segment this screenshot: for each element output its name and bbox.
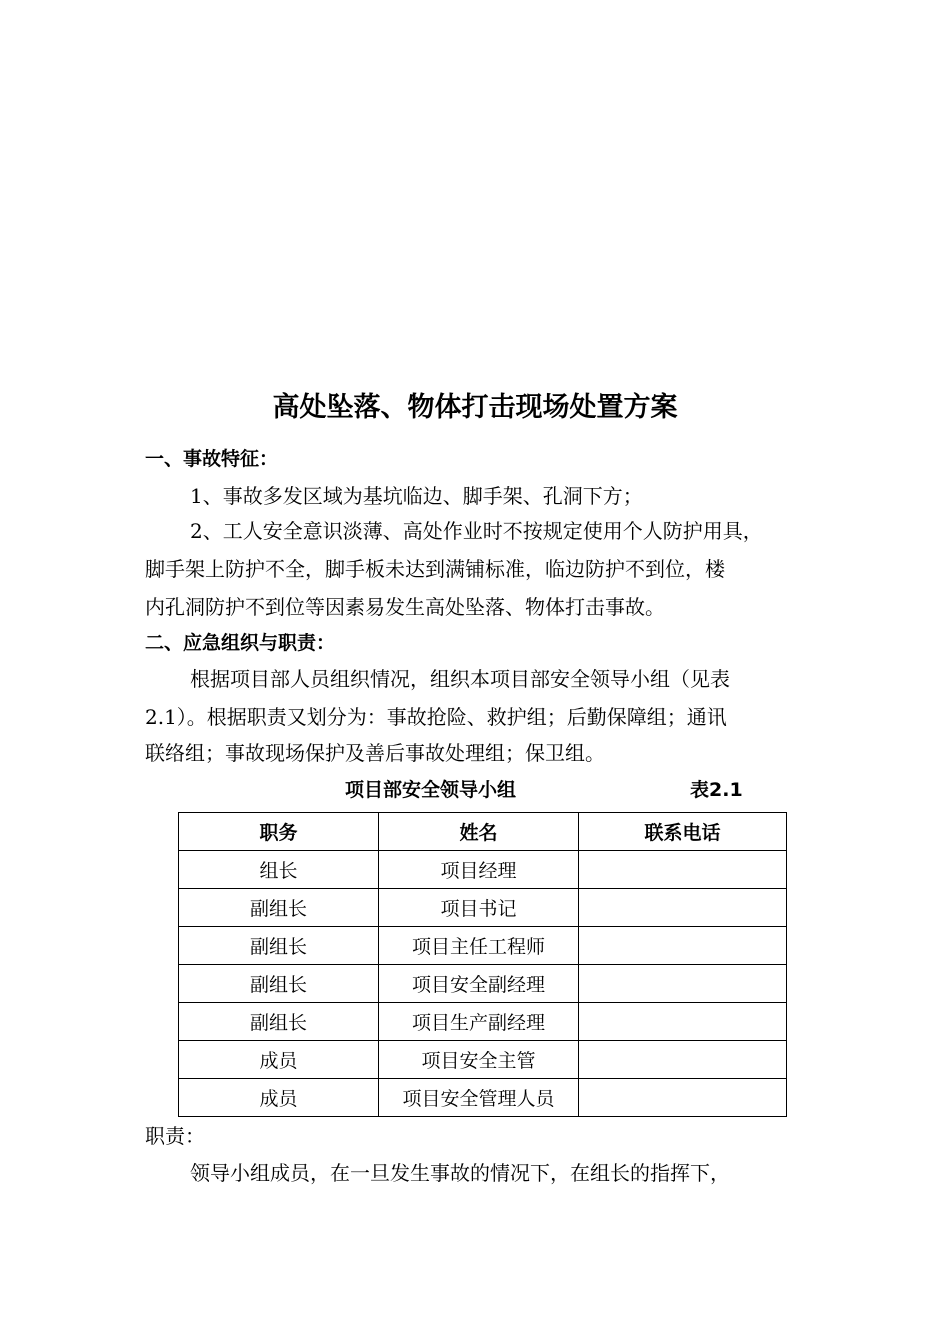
table-row <box>179 1003 787 1041</box>
column-header-position: 职务 <box>179 813 379 851</box>
leadership-table <box>178 812 787 1117</box>
column-header-name: 姓名 <box>379 813 579 851</box>
table-header-row <box>179 813 787 851</box>
paragraph-line: 联络组；事故现场保护及善后事故处理组；保卫组。 <box>145 741 605 765</box>
table-cell: 成员 <box>179 1041 379 1079</box>
table-row <box>179 851 787 889</box>
table-cell: 项目书记 <box>379 889 579 927</box>
section-heading-emergency-organization: 二、应急组织与职责： <box>145 632 336 654</box>
table-row <box>179 965 787 1003</box>
table-row <box>179 889 787 927</box>
table-cell: 副组长 <box>179 965 379 1003</box>
table-cell: 成员 <box>179 1079 379 1117</box>
table-cell <box>579 1041 787 1079</box>
table-cell: 组长 <box>179 851 379 889</box>
paragraph-line: 脚手架上防护不全，脚手板未达到满铺标准，临边防护不到位，楼 <box>145 557 725 581</box>
table-cell: 项目安全主管 <box>379 1041 579 1079</box>
section-heading-accident-features: 一、事故特征： <box>145 448 279 470</box>
table-caption: 项目部安全领导小组 <box>345 779 517 801</box>
paragraph-line: 1、事故多发区域为基坑临边、脚手架、孔洞下方； <box>190 484 643 508</box>
paragraph-line: 2.1）。根据职责又划分为：事故抢险、救护组；后勤保障组；通讯 <box>145 705 727 729</box>
column-header-phone: 联系电话 <box>579 813 787 851</box>
table-cell: 项目经理 <box>379 851 579 889</box>
table-cell: 副组长 <box>179 889 379 927</box>
table-cell <box>579 1079 787 1117</box>
table-cell <box>579 927 787 965</box>
table-cell: 副组长 <box>179 1003 379 1041</box>
table-cell: 副组长 <box>179 927 379 965</box>
paragraph-line: 根据项目部人员组织情况，组织本项目部安全领导小组（见表 <box>190 667 730 691</box>
paragraph-line: 2、工人安全意识淡薄、高处作业时不按规定使用个人防护用具， <box>190 519 763 543</box>
table-cell <box>579 889 787 927</box>
paragraph-line: 内孔洞防护不到位等因素易发生高处坠落、物体打击事故。 <box>145 595 665 619</box>
table-cell <box>579 1003 787 1041</box>
document-title: 高处坠落、物体打击现场处置方案 <box>272 392 678 423</box>
table-row <box>179 1041 787 1079</box>
table-cell: 项目主任工程师 <box>379 927 579 965</box>
table-number: 表2.1 <box>690 779 743 801</box>
table-cell <box>579 965 787 1003</box>
table-cell <box>579 851 787 889</box>
paragraph-line: 领导小组成员，在一旦发生事故的情况下，在组长的指挥下， <box>190 1161 730 1185</box>
table-cell: 项目安全副经理 <box>379 965 579 1003</box>
duties-label: 职责： <box>145 1124 205 1148</box>
table-cell: 项目生产副经理 <box>379 1003 579 1041</box>
table-cell: 项目安全管理人员 <box>379 1079 579 1117</box>
table-row <box>179 1079 787 1117</box>
table-row <box>179 927 787 965</box>
